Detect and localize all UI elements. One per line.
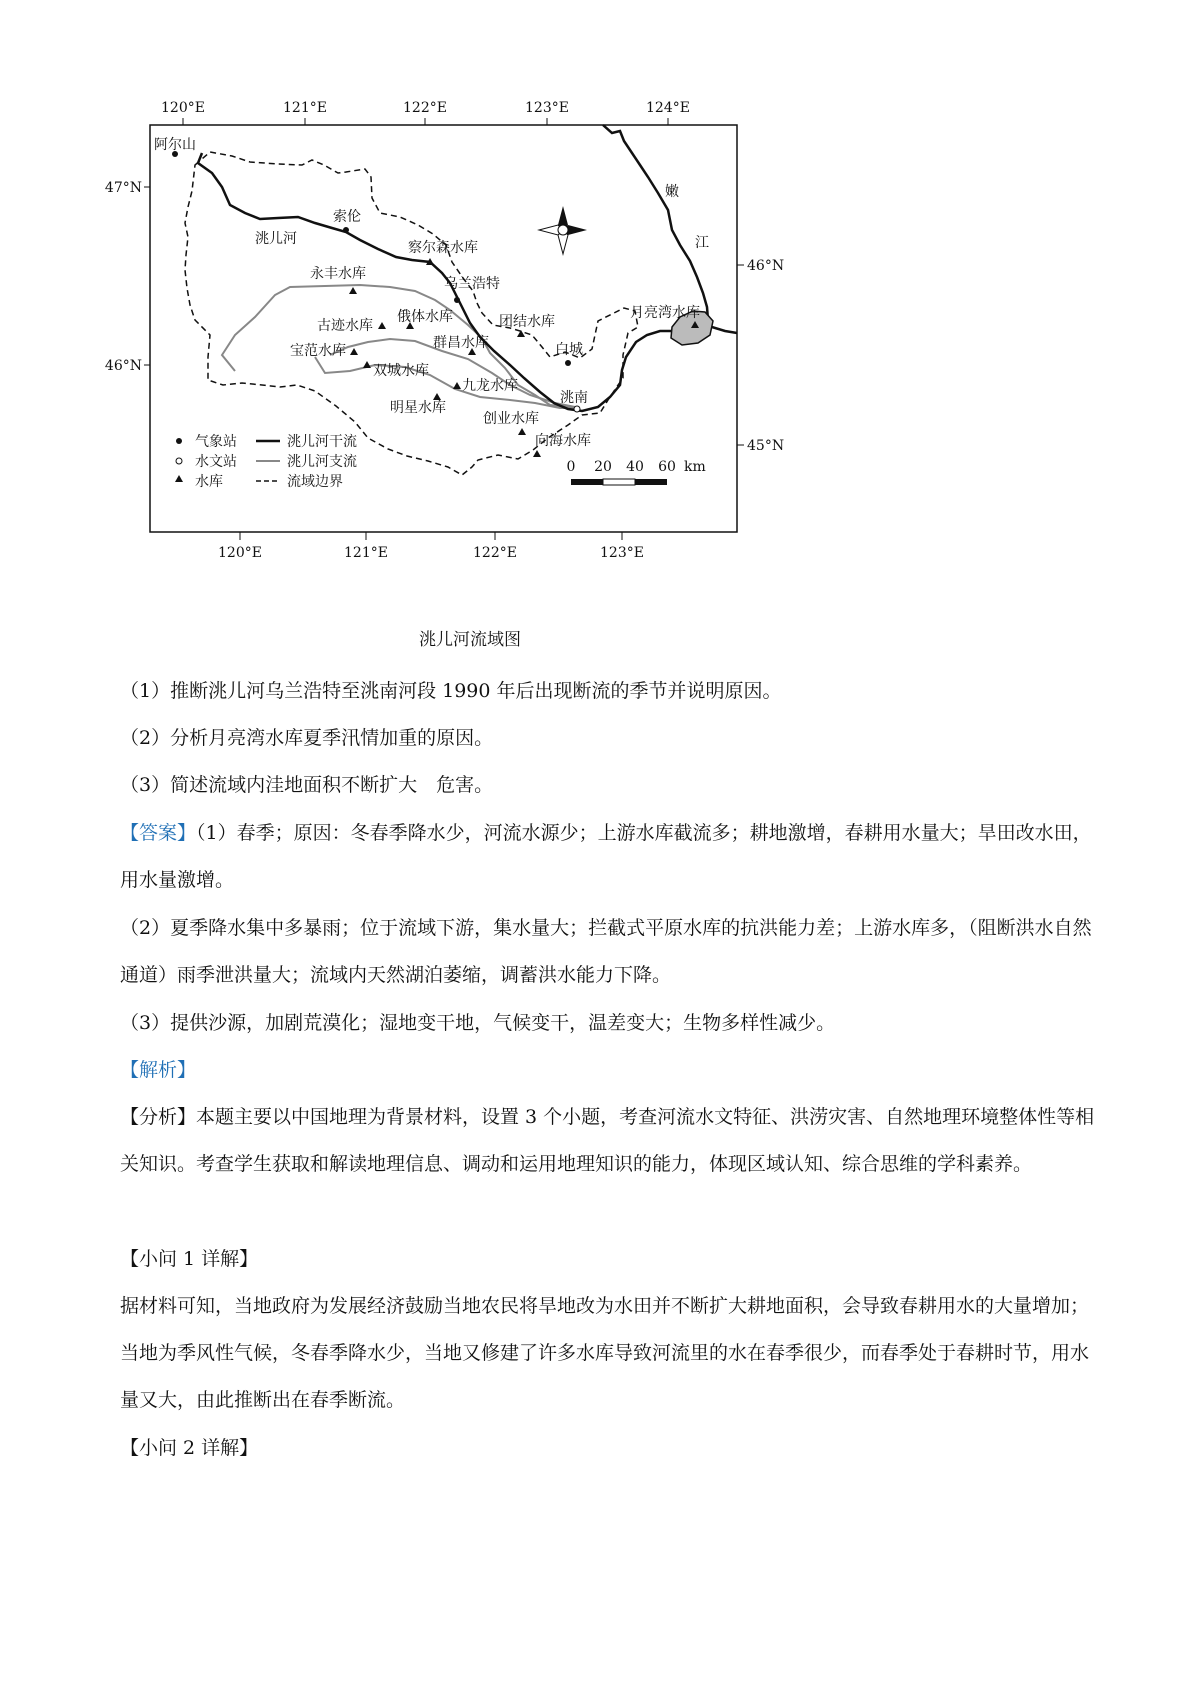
label-tuanjie: 团结水库 <box>499 314 555 330</box>
label-gujitun: 古迹水库 <box>317 318 373 334</box>
scale-tick-40: 40 <box>626 459 644 475</box>
weather-station-wulanhaote <box>454 297 460 303</box>
answer-paragraph-2: （2）夏季降水集中多暴雨；位于流域下游，集水量大；拦截式平原水库的抗洪能力差；上游水库多，（阻断洪水自然通道）雨季泄洪量大；流域内天然湖泊萎缩，调蓄洪水能力下降。 <box>120 917 1092 986</box>
label-nen-1: 嫩 <box>665 184 679 200</box>
weather-station-suolun <box>343 227 349 233</box>
map-frame <box>150 125 737 532</box>
legend-hydro-station: 水文站 <box>195 454 237 470</box>
label-baofan: 宝范水库 <box>290 343 346 359</box>
right-tick-46n: 46°N <box>747 258 785 274</box>
legend-reservoir: 水库 <box>195 474 223 490</box>
label-chaersen: 察尔森水库 <box>408 240 478 256</box>
reservoir-gujitun <box>378 322 386 329</box>
left-tick-46n: 46°N <box>104 358 142 374</box>
legend-main-stream: 洮儿河干流 <box>287 434 357 450</box>
top-tick-124: 124°E <box>646 100 690 116</box>
scale-unit: km <box>684 459 706 475</box>
label-aershan: 阿尔山 <box>154 137 196 153</box>
top-tick-121: 121°E <box>283 100 327 116</box>
label-xianghai: 向海水库 <box>535 433 591 449</box>
legend-hydro-symbol <box>176 458 182 464</box>
question-1: （1）推断洮儿河乌兰浩特至洮南河段 1990 年后出现断流的季节并说明原因。 <box>120 680 782 702</box>
bottom-axis <box>218 532 644 561</box>
label-qunchang: 群昌水库 <box>433 335 489 351</box>
label-nen-2: 江 <box>695 235 709 251</box>
label-baicheng: 白城 <box>555 342 583 358</box>
answer-paragraph-3: （3）提供沙源，加剧荒漠化；湿地变干地，气候变干，温差变大；生物多样性减少。 <box>120 1012 836 1034</box>
top-tick-122: 122°E <box>403 100 447 116</box>
legend-weather-symbol <box>176 438 182 444</box>
reservoir-mingxing <box>433 393 441 400</box>
question-3: （3）简述流域内洼地面积不断扩大 危害。 <box>120 774 494 796</box>
answer-label: 【答案】 <box>120 822 197 844</box>
map-svg <box>104 95 850 655</box>
answer-text-1: （1）春季；原因：冬春季降水少，河流水源少；上游水库截流多；耕地激增，春耕用水量大；旱田改水田，用水量激增。 <box>120 822 1092 891</box>
legend-tributary: 洮儿河支流 <box>287 454 357 470</box>
left-tick-47n: 47°N <box>104 180 142 196</box>
top-axis <box>161 100 690 125</box>
reservoir-jiulong <box>453 382 461 389</box>
analysis-fenxi: 【分析】本题主要以中国地理为背景材料，设置 3 个小题，考查河流水文特征、洪涝灾害、自然地理环境整体性等相关知识。考查学生获取和解读地理信息、调动和运用地理知识的能力，体现区域认知、综合思维的学科素养。 <box>120 1106 1095 1175</box>
reservoir-chuangye <box>518 428 526 435</box>
compass-icon <box>539 206 587 254</box>
reservoir-yongfeng <box>349 287 357 294</box>
subquestion-1-body: 据材料可知，当地政府为发展经济鼓励当地农民将旱地改为水田并不断扩大耕地面积，会导致春耕用水的大量增加；当地为季风性气候，冬春季降水少，当地又修建了许多水库导致河流里的水在春季很少，而春季处于春耕时节，用水量又大，由此推断出在春季断流。 <box>120 1295 1090 1411</box>
scale-tick-0: 0 <box>566 459 576 475</box>
question-2: （2）分析月亮湾水库夏季汛情加重的原因。 <box>120 727 494 749</box>
analysis-label: 【解析】 <box>120 1059 197 1081</box>
subquestion-1-title: 【小问 1 详解】 <box>120 1248 259 1270</box>
scale-tick-20: 20 <box>594 459 612 475</box>
legend-boundary: 流域边界 <box>287 474 343 490</box>
label-jiulong: 九龙水库 <box>462 378 518 394</box>
reservoir-baofan <box>350 348 358 355</box>
label-yueliangwan: 月亮湾水库 <box>630 305 700 321</box>
hydro-station-taonan <box>574 406 580 412</box>
label-eti: 俄体水库 <box>397 309 453 325</box>
label-shuangcheng: 双城水库 <box>373 363 429 379</box>
scale-bar <box>567 459 706 485</box>
top-tick-120: 120°E <box>161 100 205 116</box>
label-taonan: 洮南 <box>560 390 588 406</box>
label-chuangye: 创业水库 <box>483 411 539 427</box>
map-legend <box>175 433 357 490</box>
label-taoer-river: 洮儿河 <box>255 231 297 247</box>
label-suolun: 索伦 <box>333 209 361 225</box>
right-tick-45n: 45°N <box>747 438 785 454</box>
label-mingxing: 明星水库 <box>390 400 446 416</box>
bottom-tick-121: 121°E <box>344 545 388 561</box>
reservoir-xianghai <box>533 450 541 457</box>
weather-station-baicheng <box>565 360 571 366</box>
subquestion-2-title: 【小问 2 详解】 <box>120 1437 259 1459</box>
map-caption: 洮儿河流域图 <box>419 630 521 650</box>
taoer-river-basin-map <box>104 95 850 655</box>
legend-reservoir-symbol <box>175 475 183 482</box>
label-yongfeng: 永丰水库 <box>310 266 366 282</box>
bottom-tick-120: 120°E <box>218 545 262 561</box>
scale-tick-60: 60 <box>658 459 676 475</box>
label-wulanhaote: 乌兰浩特 <box>444 276 500 292</box>
answer-paragraph-1 <box>120 810 1105 904</box>
top-tick-123: 123°E <box>525 100 569 116</box>
bottom-tick-122: 122°E <box>473 545 517 561</box>
bottom-tick-123: 123°E <box>600 545 644 561</box>
reservoir-shuangcheng <box>363 361 371 368</box>
legend-weather-station: 气象站 <box>195 434 237 450</box>
nen-river <box>603 125 710 331</box>
